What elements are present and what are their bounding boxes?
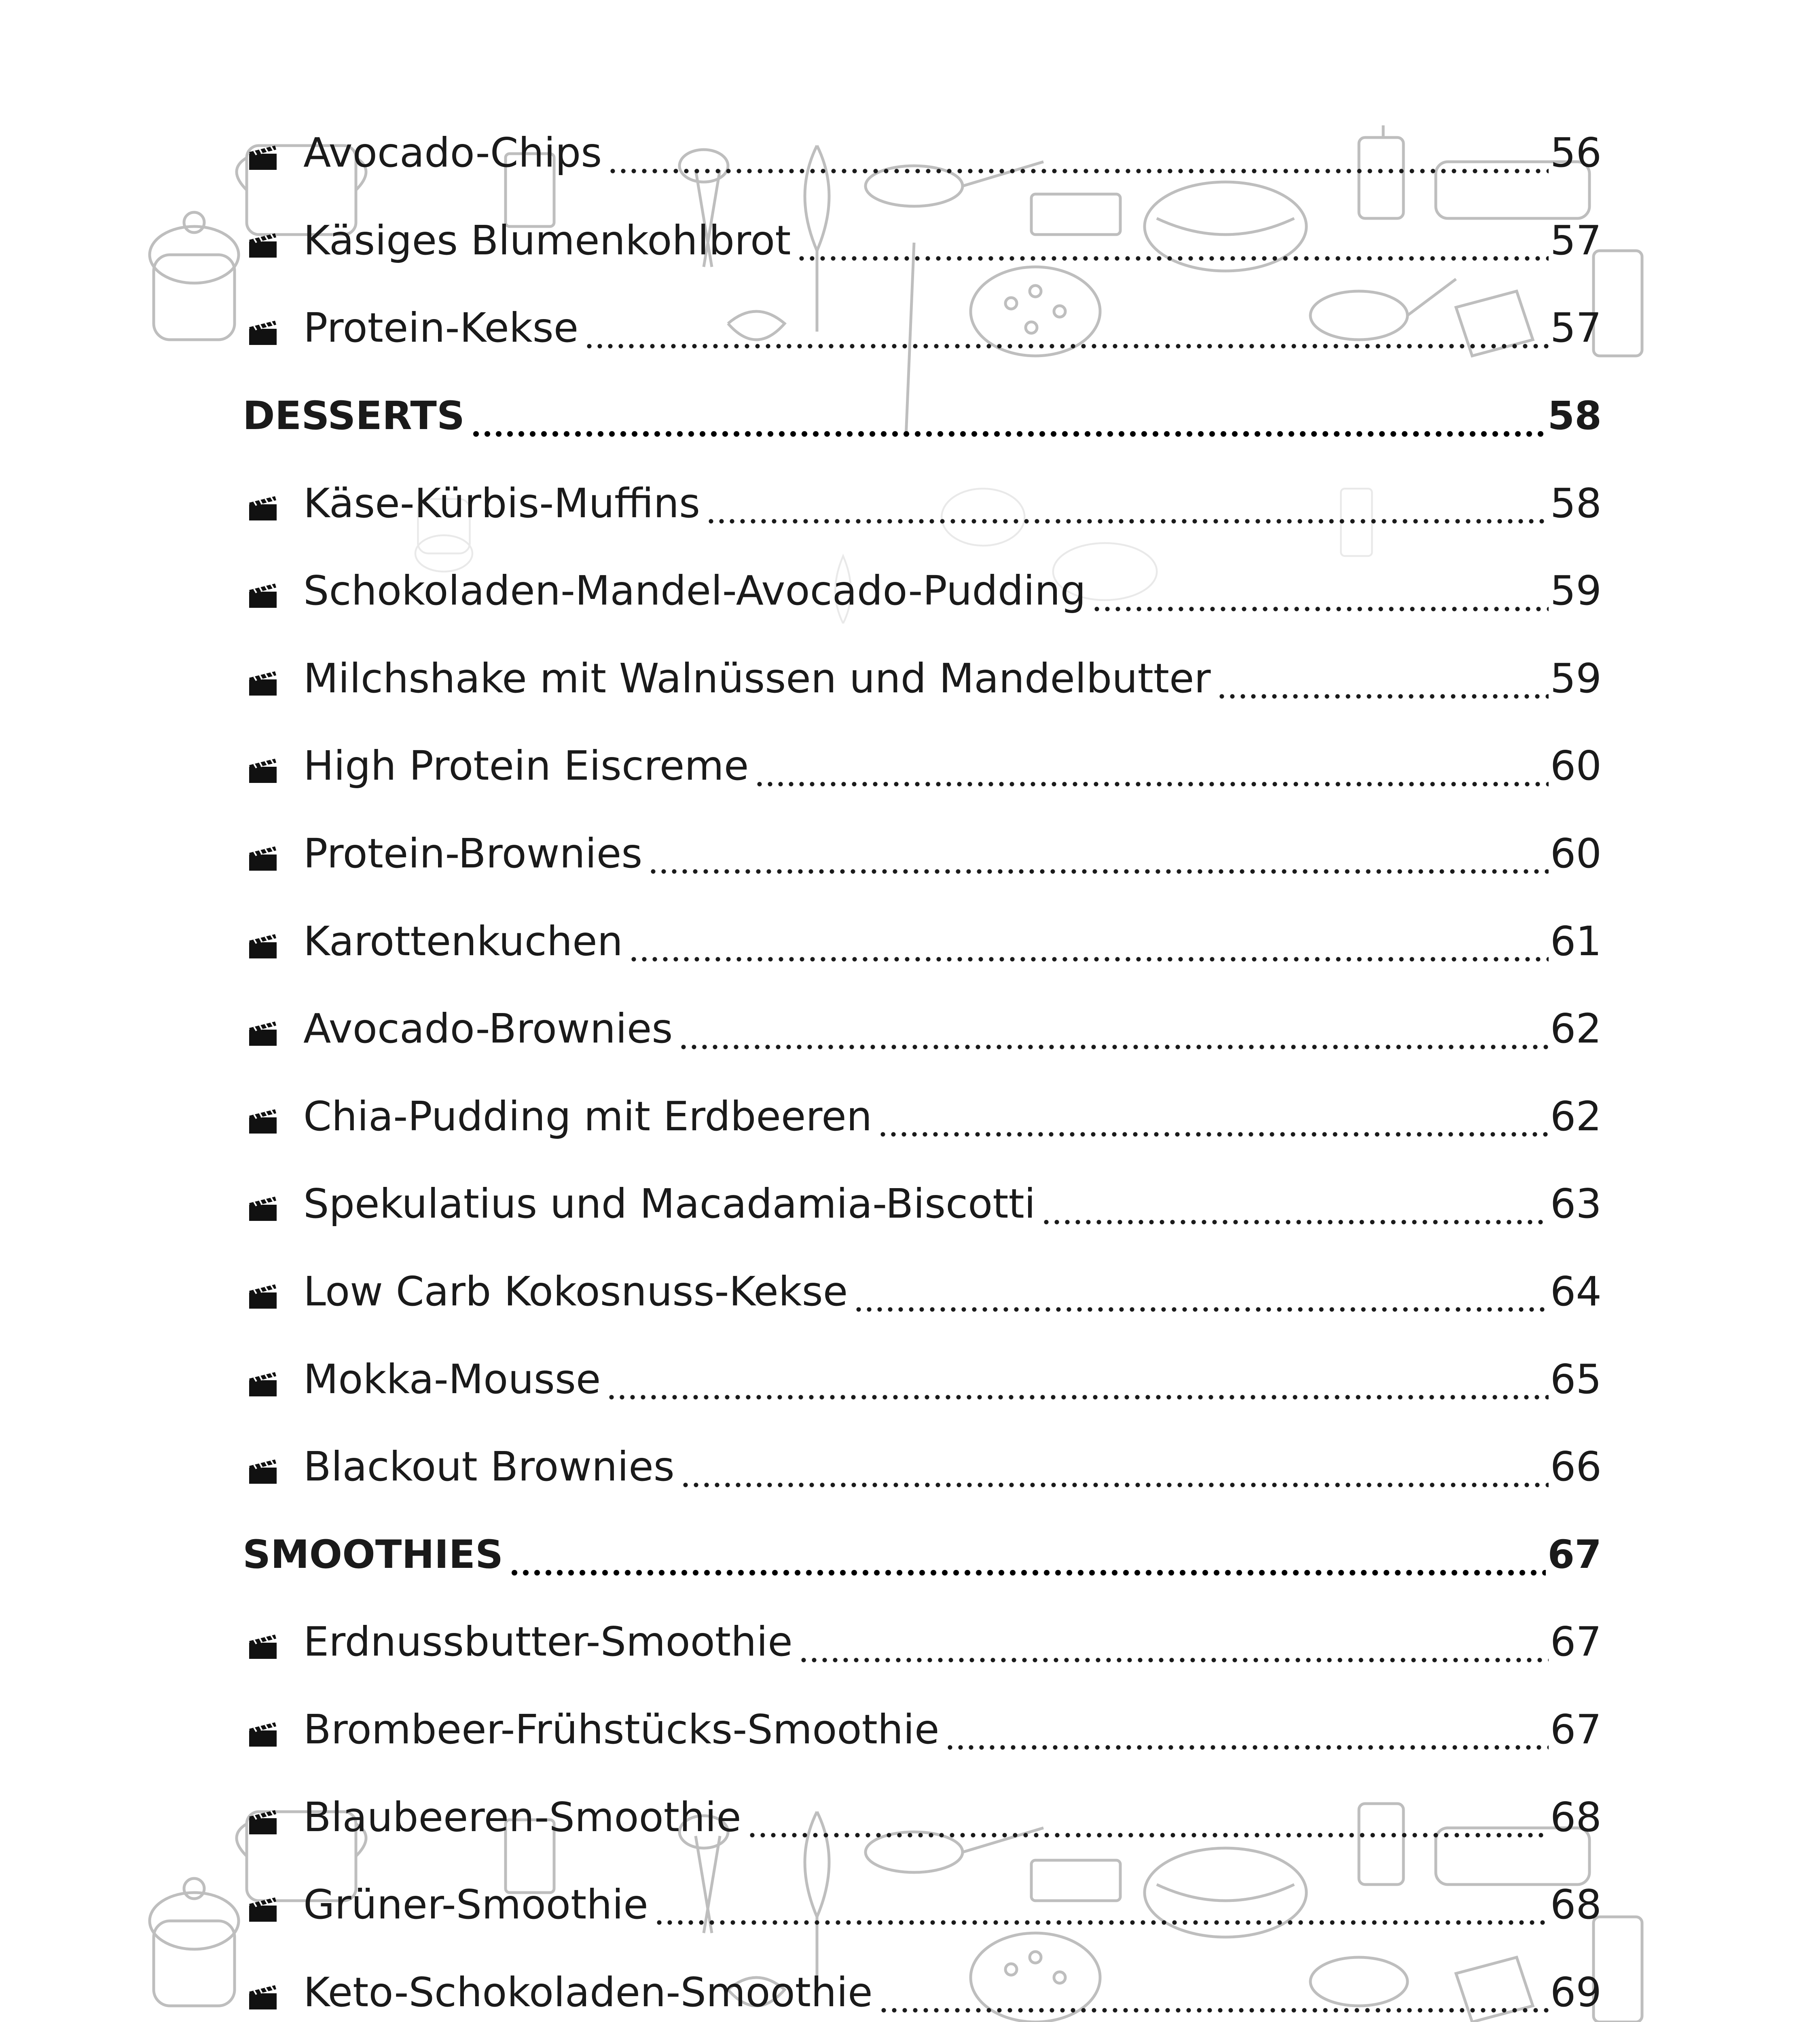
dot-leader bbox=[878, 1100, 1549, 1141]
clapperboard-icon bbox=[248, 1721, 277, 1747]
toc-entry-page: 66 bbox=[1550, 1443, 1602, 1491]
toc-entry-page: 68 bbox=[1550, 1793, 1602, 1841]
toc-entry-title: Milchshake mit Walnüssen und Mandelbutter bbox=[303, 654, 1211, 702]
toc-section-title: SMOOTHIES bbox=[243, 1531, 504, 1577]
dot-leader bbox=[607, 137, 1548, 178]
toc-entry[interactable] bbox=[243, 459, 1602, 547]
clapperboard-icon bbox=[248, 1020, 277, 1047]
toc-entry[interactable] bbox=[243, 1160, 1602, 1248]
toc-entry-page: 67 bbox=[1550, 1705, 1602, 1753]
toc-entry-title: Karottenkuchen bbox=[303, 917, 623, 965]
toc-entry-title: Käsiges Blumenkohlbrot bbox=[303, 216, 791, 264]
dot-leader bbox=[584, 312, 1548, 353]
toc-entry[interactable] bbox=[243, 810, 1602, 898]
toc-entry-title: Mokka-Mousse bbox=[303, 1355, 601, 1403]
toc-entry-page: 69 bbox=[1550, 1968, 1602, 2016]
toc-entry-page: 59 bbox=[1550, 654, 1602, 702]
toc-entry-title: Spekulatius und Macadamia-Biscotti bbox=[303, 1180, 1036, 1228]
toc-entry[interactable] bbox=[243, 1948, 1602, 2022]
clapperboard-icon bbox=[248, 1808, 277, 1835]
toc-entry-title: Avocado-Chips bbox=[303, 129, 602, 177]
clapperboard-icon bbox=[248, 1458, 277, 1485]
toc-entry[interactable] bbox=[243, 1686, 1602, 1774]
dot-leader bbox=[470, 400, 1546, 440]
toc-entry-title: High Protein Eiscreme bbox=[303, 742, 749, 790]
toc-entry[interactable] bbox=[243, 1773, 1602, 1861]
clapperboard-icon bbox=[248, 319, 277, 346]
clapperboard-icon bbox=[248, 670, 277, 696]
toc-entry-page: 58 bbox=[1550, 479, 1602, 527]
toc-entry[interactable] bbox=[243, 547, 1602, 635]
toc-entry[interactable] bbox=[243, 109, 1602, 197]
clapperboard-icon bbox=[248, 1283, 277, 1309]
dot-leader bbox=[680, 1451, 1549, 1491]
toc-entry[interactable] bbox=[243, 1598, 1602, 1686]
toc-entry-title: Avocado-Brownies bbox=[303, 1005, 673, 1053]
table-of-contents bbox=[243, 109, 1602, 2022]
toc-entry-page: 65 bbox=[1550, 1355, 1602, 1403]
toc-section-page: 67 bbox=[1547, 1531, 1602, 1577]
toc-entry[interactable] bbox=[243, 1248, 1602, 1336]
toc-entry-title: Protein-Kekse bbox=[303, 304, 579, 352]
toc-entry[interactable] bbox=[243, 1423, 1602, 1511]
toc-section-heading[interactable] bbox=[243, 372, 1602, 460]
toc-entry-page: 68 bbox=[1550, 1881, 1602, 1929]
toc-entry[interactable] bbox=[243, 197, 1602, 285]
toc-entry-page: 62 bbox=[1550, 1092, 1602, 1140]
toc-entry-page: 62 bbox=[1550, 1005, 1602, 1053]
clapperboard-icon bbox=[248, 1984, 277, 2010]
dot-leader bbox=[747, 1801, 1549, 1842]
clapperboard-icon bbox=[248, 232, 277, 258]
toc-section-page: 58 bbox=[1547, 393, 1602, 439]
toc-section-title: DESSERTS bbox=[243, 393, 465, 439]
dot-leader bbox=[678, 1013, 1548, 1053]
dot-leader bbox=[754, 750, 1548, 791]
toc-entry-title: Protein-Brownies bbox=[303, 830, 643, 878]
toc-entry[interactable] bbox=[243, 635, 1602, 723]
toc-entry[interactable] bbox=[243, 897, 1602, 985]
toc-entry[interactable] bbox=[243, 1335, 1602, 1423]
clapperboard-icon bbox=[248, 495, 277, 521]
toc-entry-title: Schokoladen-Mandel-Avocado-Pudding bbox=[303, 567, 1086, 615]
toc-entry[interactable] bbox=[243, 1073, 1602, 1161]
toc-entry[interactable] bbox=[243, 284, 1602, 372]
dot-leader bbox=[629, 925, 1549, 966]
toc-section-heading[interactable] bbox=[243, 1511, 1602, 1599]
toc-entry-title: Blackout Brownies bbox=[303, 1443, 675, 1491]
dot-leader bbox=[798, 1626, 1549, 1667]
toc-entry-page: 59 bbox=[1550, 567, 1602, 615]
dot-leader bbox=[706, 487, 1549, 528]
clapperboard-icon bbox=[248, 845, 277, 871]
dot-leader bbox=[1041, 1188, 1548, 1229]
toc-entry-page: 61 bbox=[1550, 917, 1602, 965]
dot-leader bbox=[796, 224, 1548, 265]
clapperboard-icon bbox=[248, 1371, 277, 1397]
toc-entry-page: 64 bbox=[1550, 1268, 1602, 1316]
dot-leader bbox=[1092, 575, 1549, 615]
clapperboard-icon bbox=[248, 582, 277, 609]
dot-leader bbox=[878, 1976, 1549, 2017]
dot-leader bbox=[509, 1538, 1546, 1579]
clapperboard-icon bbox=[248, 1633, 277, 1660]
toc-entry-page: 60 bbox=[1550, 830, 1602, 878]
dot-leader bbox=[853, 1275, 1548, 1316]
clapperboard-icon bbox=[248, 933, 277, 959]
dot-leader bbox=[648, 838, 1548, 878]
dot-leader bbox=[1217, 662, 1549, 703]
clapperboard-icon bbox=[248, 1195, 277, 1222]
toc-entry-title: Keto-Schokoladen-Smoothie bbox=[303, 1968, 873, 2016]
toc-entry-page: 57 bbox=[1550, 304, 1602, 352]
toc-entry[interactable] bbox=[243, 722, 1602, 810]
toc-entry-title: Chia-Pudding mit Erdbeeren bbox=[303, 1092, 872, 1140]
toc-entry-page: 56 bbox=[1550, 129, 1602, 177]
toc-entry-title: Low Carb Kokosnuss-Kekse bbox=[303, 1268, 848, 1316]
toc-entry-page: 57 bbox=[1550, 216, 1602, 264]
toc-entry-page: 67 bbox=[1550, 1618, 1602, 1666]
toc-entry-title: Grüner-Smoothie bbox=[303, 1881, 648, 1929]
clapperboard-icon bbox=[248, 1108, 277, 1134]
toc-entry-title: Erdnussbutter-Smoothie bbox=[303, 1618, 793, 1666]
dot-leader bbox=[654, 1889, 1549, 1929]
clapperboard-icon bbox=[248, 1896, 277, 1923]
toc-entry-page: 63 bbox=[1550, 1180, 1602, 1228]
toc-entry-title: Käse-Kürbis-Muffins bbox=[303, 479, 700, 527]
clapperboard-icon bbox=[248, 757, 277, 784]
dot-leader bbox=[606, 1363, 1548, 1404]
toc-entry-page: 60 bbox=[1550, 742, 1602, 790]
toc-entry[interactable] bbox=[243, 985, 1602, 1073]
clapperboard-icon bbox=[248, 144, 277, 171]
toc-entry-title: Blaubeeren-Smoothie bbox=[303, 1793, 741, 1841]
toc-entry-title: Brombeer-Frühstücks-Smoothie bbox=[303, 1705, 940, 1753]
toc-entry[interactable] bbox=[243, 1861, 1602, 1949]
dot-leader bbox=[945, 1713, 1548, 1754]
